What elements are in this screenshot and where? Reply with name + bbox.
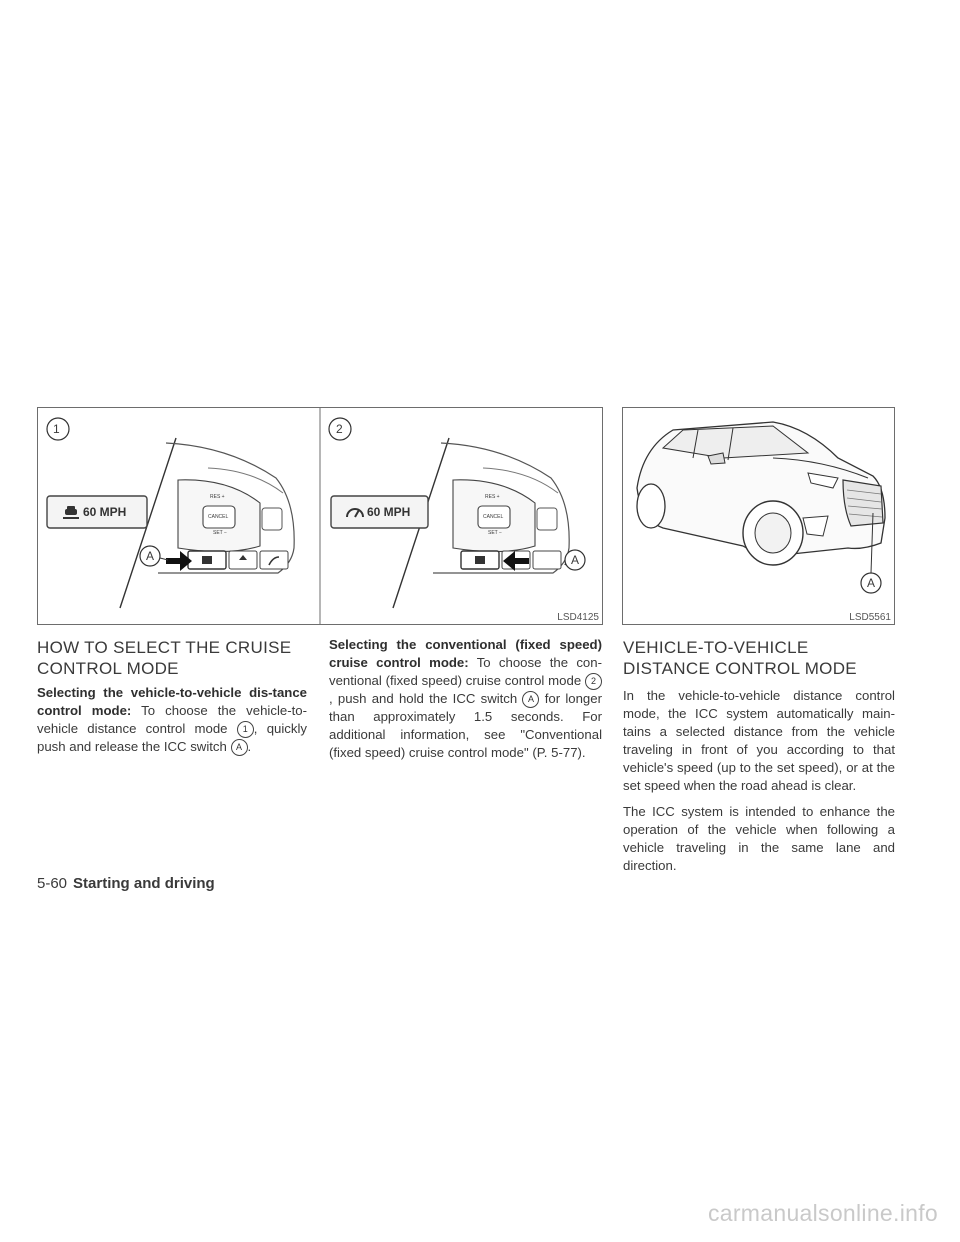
callout-ref-2: 2 [585,673,602,690]
page-footer [37,875,215,893]
callout-label-A1: A [146,549,155,563]
section-heading-cruise-mode: HOW TO SELECT THE CRUISE CONTROL MODE [37,638,292,678]
callout-ref-A: A [522,691,539,708]
site-watermark: carmanualsonline.info [707,1200,938,1226]
figure-code: LSD5561 [849,612,891,623]
vehicle-figure [622,407,895,625]
figure-code: LSD4125 [557,612,599,623]
front-grille [843,480,883,526]
paragraph-lead: Selecting the conventional (fixed speed) cruise control mode: [329,637,602,670]
switch-label-res-2: RES + [485,494,500,500]
section-distance-control [623,637,895,875]
switch-label-res-1: RES + [210,494,225,500]
switch-label-cancel-2: CANCEL [483,514,504,520]
vehicle-illustration [623,408,895,625]
paragraph-distance-purpose: The ICC system is intended to enhance the operation of the vehicle when following a vehicle traveling in the same lane and direction. [623,804,895,873]
paragraph-distance-intro: In the vehicle-to-vehicle distance control mode, the ICC system automatically main-tains a selected distance from the vehicle traveling in front of you according to that vehicle's speed (up to the set speed), or at the set speed when the road ahead is clear. [623,688,895,793]
paragraph-distance-control: Selecting the vehicle-to-vehicle dis-tance control mode: To choose the vehicle-to-vehicle distance control mode 1 , quickly push and release the ICC switch A . [37,684,307,756]
callout-label-A2: A [571,553,580,567]
display-speed-2: 60 MPH [367,505,411,519]
callout-ref-A: A [231,739,248,756]
switch-label-cancel-1: CANCEL [208,514,229,520]
section-heading-distance-mode: VEHICLE-TO-VEHICLE DISTANCE CONTROL MODE [623,638,857,678]
callout-ref-1: 1 [237,721,254,738]
switch-label-set-2: SET − [488,530,502,536]
paragraph-conventional-control: Selecting the conventional (fixed speed) cruise control mode: To choose the con-ventional (fixed speed) cruise control mode 2, push and hold the ICC switch A for longer than approximately 1.5 seconds. For additional information, see "Conventional (fixed speed) cruise control mode" (P. 5-77). [329,637,602,761]
callout-label-A3: A [867,576,876,590]
switch-label-set-1: SET − [213,530,227,536]
steering-switch-figure [37,407,603,625]
callout-label-2: 2 [336,422,343,436]
page-number: 5-60 [37,875,68,892]
chapter-title: Starting and driving [73,875,215,892]
paragraph-lead: Selecting the vehicle-to-vehicle dis-tance control mode: [37,685,307,718]
callout-label-1: 1 [53,422,60,436]
display-speed-1: 60 MPH [83,505,127,519]
